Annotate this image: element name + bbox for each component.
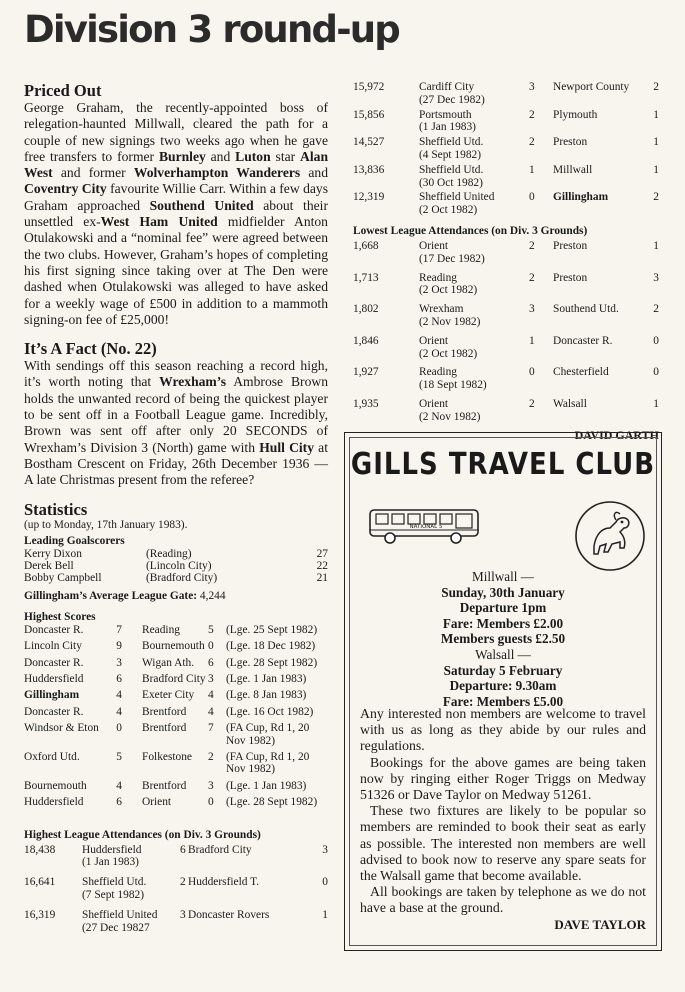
home-score: 4 xyxy=(116,689,122,702)
goalscorer-row xyxy=(24,572,328,584)
bold-name: Hull City xyxy=(259,439,314,455)
home-team: Orient xyxy=(419,334,449,347)
attendance-figure: 13,836 xyxy=(353,163,385,176)
home-team: Windsor & Eton xyxy=(24,722,99,735)
home-team: Huddersfield xyxy=(24,796,84,809)
home-score: 0 xyxy=(116,722,122,735)
home-team-date xyxy=(419,134,519,162)
attendance-row xyxy=(353,162,659,190)
competition: (Lge. 28 Sept 1982) xyxy=(226,796,318,809)
attendance-row xyxy=(353,189,659,217)
home-score: 1 xyxy=(529,334,535,347)
bold-name: Alan West xyxy=(24,148,328,181)
match-date: (27 Dec 19827 xyxy=(82,921,150,934)
home-team: Huddersfield xyxy=(82,843,142,856)
away-score: 0 xyxy=(322,876,328,889)
average-gate xyxy=(24,590,328,603)
away-score: 3 xyxy=(653,271,659,284)
away-score: 2 xyxy=(653,191,659,204)
score-row xyxy=(24,702,328,718)
away-score: 1 xyxy=(653,397,659,410)
home-team-date xyxy=(82,842,170,869)
attendance-figure: 15,972 xyxy=(353,81,385,93)
priced-out-heading: Priced Out xyxy=(24,81,102,100)
home-score: 2 xyxy=(529,136,535,149)
score-row xyxy=(24,718,328,747)
home-score: 6 xyxy=(116,796,122,809)
away-score: 4 xyxy=(208,689,214,702)
away-team: Newport County xyxy=(553,81,630,93)
competition: (Lge. 18 Dec 1982) xyxy=(226,640,316,653)
highest-attendances-table xyxy=(24,842,328,934)
home-score: 3 xyxy=(116,656,122,669)
home-team: Cardiff City xyxy=(419,81,475,93)
lowest-attendances-heading: Lowest League Attendances (on Div. 3 Grounds) xyxy=(353,224,588,237)
travel-club-title: GILLS TRAVEL CLUB xyxy=(350,447,656,483)
home-team: Lincoln City xyxy=(24,640,82,653)
attendance-figure: 1,802 xyxy=(353,303,379,316)
competition: (Lge. 16 Oct 1982) xyxy=(226,705,314,718)
coach-bus-label: NATIONAL 5 xyxy=(409,524,443,530)
attendance-figure: 1,668 xyxy=(353,239,379,252)
home-score: 2 xyxy=(529,239,535,252)
away-score: 1 xyxy=(322,909,328,922)
away-score: 3 xyxy=(208,779,214,792)
bold-name: Coventry City xyxy=(24,181,107,197)
away-team: Reading xyxy=(142,623,180,636)
competition: (Lge. 28 Sept 1982) xyxy=(226,656,318,669)
attendance-figure: 14,527 xyxy=(353,136,385,149)
home-score: 2 xyxy=(529,271,535,284)
bold-name: Wrexham’s xyxy=(159,374,227,390)
attendance-row xyxy=(353,266,659,298)
match-date: (2 Nov 1982) xyxy=(419,410,481,423)
away-team: Huddersfield T. xyxy=(188,876,260,889)
home-team-date xyxy=(419,329,519,361)
home-team-date xyxy=(419,189,519,217)
home-score: 3 xyxy=(529,81,535,93)
attendance-figure: 15,856 xyxy=(353,108,385,121)
attendance-row xyxy=(353,79,659,107)
home-score: 7 xyxy=(116,623,122,636)
home-team: Orient xyxy=(419,239,449,252)
home-score: 4 xyxy=(116,779,122,792)
competition: (Lge. 1 Jan 1983) xyxy=(226,672,307,685)
fixture-line: Members guests £2.50 xyxy=(440,631,566,647)
travel-paragraph: All bookings are taken by telephone as we do not have a base at the ground. xyxy=(360,884,646,916)
fixture-line: Walsall — xyxy=(475,646,531,662)
home-team: Huddersfield xyxy=(24,672,84,685)
player-club: (Bradford City) xyxy=(146,572,218,585)
travel-club-text xyxy=(360,706,646,933)
home-team: Sheffield United xyxy=(82,909,158,922)
travel-paragraph: Bookings for the above games are being taken now by ringing either Roger Triggs on Medway 51326 or Dave Taylor on Medway 51261. xyxy=(360,754,646,803)
match-date: (1 Jan 1983) xyxy=(82,856,139,869)
away-score: 0 xyxy=(208,796,214,809)
home-team: Gillingham xyxy=(24,689,80,702)
away-score: 2 xyxy=(653,303,659,316)
home-team-date xyxy=(419,162,519,190)
highest-attendances-continued-table xyxy=(353,79,659,217)
home-team-date xyxy=(419,392,519,424)
highest-attendances-heading: Highest League Attendances (on Div. 3 Grounds) xyxy=(24,828,261,841)
player-club: (Lincoln City) xyxy=(146,559,212,572)
competition: (Lge. 1 Jan 1983) xyxy=(226,779,307,792)
fixture-line: Millwall — xyxy=(472,569,534,584)
attendance-figure: 1,927 xyxy=(353,366,379,379)
home-team: Sheffield United xyxy=(419,191,495,204)
attendance-row xyxy=(353,238,659,266)
away-score: 1 xyxy=(653,136,659,149)
home-team-date xyxy=(419,266,519,298)
away-score: 0 xyxy=(653,334,659,347)
attendance-row xyxy=(353,360,659,392)
away-score: 3 xyxy=(322,843,328,856)
away-team: Preston xyxy=(553,271,588,284)
match-date: (4 Sept 1982) xyxy=(419,148,482,161)
match-date: (2 Oct 1982) xyxy=(419,347,478,360)
attendance-row xyxy=(24,901,328,934)
competition: (Lge. 8 Jan 1983) xyxy=(226,689,307,702)
score-row xyxy=(24,747,328,776)
score-row xyxy=(24,653,328,669)
home-team: Reading xyxy=(419,366,457,379)
fixture-line: Saturday 5 February xyxy=(443,662,563,678)
home-score: 3 xyxy=(529,303,535,316)
away-team: Plymouth xyxy=(553,108,598,121)
lowest-attendances-table xyxy=(353,238,659,424)
goalscorer-row xyxy=(24,560,328,572)
home-score: 5 xyxy=(116,751,122,763)
bold-name: Wolverhampton Wanderers xyxy=(133,165,301,181)
attendance-figure: 16,319 xyxy=(24,909,56,922)
away-score: 4 xyxy=(208,705,214,718)
away-team: Chesterfield xyxy=(553,366,609,379)
home-score: 4 xyxy=(116,705,122,718)
home-score: 6 xyxy=(116,672,122,685)
goalscorer-row xyxy=(24,548,328,560)
travel-club-inner-frame xyxy=(349,437,657,946)
away-team: Preston xyxy=(553,136,588,149)
away-score: 1 xyxy=(653,108,659,121)
away-team: Bradford City xyxy=(142,672,206,685)
away-score: 1 xyxy=(653,163,659,176)
priced-out-section xyxy=(24,82,328,328)
home-score: 3 xyxy=(180,909,186,922)
bold-name: Burnley xyxy=(158,148,206,164)
fixture-line: Departure: 9.30am xyxy=(449,678,557,694)
goal-count: 22 xyxy=(316,559,328,572)
attendance-figure: 18,438 xyxy=(24,843,56,856)
priced-out-text: George Graham, the recently-appointed boss of relegation-haunted Millwall, cleared the path for a couple of new signings two weeks ago when he gave free transfers to former Burnley and Luton star Alan West and former Wolverhampton Wanderers and Coventry City favourite Willie Carr. Within a few days Graham approached Southend United about their unsettled ex-West Ham United midfielder Anton Otulakowski and a “nominal fee” were agreed between the two clubs. However, Graham’s hopes of completing his first signing since taking over at The Den were dashed when Otulakowski was alleged to have asked for a weekly wage of £500 in addition to a mammoth signing-on fee of £25,000! xyxy=(24,100,329,327)
home-team: Bournemouth xyxy=(24,779,87,792)
home-score: 0 xyxy=(529,191,535,204)
away-team: Brentford xyxy=(142,705,187,718)
competition: (Lge. 25 Sept 1982) xyxy=(226,623,318,636)
fact-heading: It’s A Fact (No. 22) xyxy=(24,339,157,359)
away-score: 0 xyxy=(653,366,659,379)
score-row xyxy=(24,685,328,701)
home-score: 9 xyxy=(116,640,122,653)
attendance-row xyxy=(353,107,659,135)
statistics-subheading: (up to Monday, 17th January 1983). xyxy=(24,518,188,531)
travel-author-signature: DAVE TAYLOR xyxy=(554,916,646,932)
score-row xyxy=(24,636,328,652)
home-score: 2 xyxy=(529,397,535,410)
match-date: (7 Sept 1982) xyxy=(82,888,145,901)
away-team: Wigan Ath. xyxy=(142,656,195,669)
home-team-date xyxy=(82,868,170,901)
match-date: (27 Dec 1982) xyxy=(419,93,485,106)
away-score: 1 xyxy=(653,239,659,252)
home-team-date xyxy=(419,297,519,329)
home-score: 6 xyxy=(180,843,186,856)
player-club: (Reading) xyxy=(146,547,192,560)
attendance-row xyxy=(24,842,328,869)
match-date: (18 Sept 1982) xyxy=(419,379,487,392)
right-column xyxy=(353,79,659,443)
statistics-heading: Statistics xyxy=(24,499,88,519)
match-date: (1 Jan 1983) xyxy=(419,121,476,134)
goal-count: 21 xyxy=(316,572,328,585)
bold-name: Luton xyxy=(235,148,271,164)
fact-text: With sendings off this season reaching a record high, it’s worth noting that Wrexham’s Ambrose Brown holds the unwanted record of being the quickest player to be sent off in a Football League game. Incredibly, Brown was sent off after only 20 SECONDS of Wrexham’s Division 3 (North) game with Hull City at Bostham Crescent on Friday, 26th December 1936 — A late Christmas present from the referee? xyxy=(24,358,328,488)
away-team: Gillingham xyxy=(553,191,609,204)
home-team-date xyxy=(419,107,519,135)
goalscorers-heading: Leading Goalscorers xyxy=(24,534,125,547)
left-column xyxy=(24,82,328,934)
away-team: Millwall xyxy=(553,163,593,176)
statistics-section xyxy=(24,501,328,935)
home-team: Doncaster R. xyxy=(24,623,84,636)
horse-mascot-logo xyxy=(572,498,648,574)
player-name: Kerry Dixon xyxy=(24,547,82,560)
travel-club-box xyxy=(344,432,662,951)
competition: (FA Cup, Rd 1, 20 Nov 1982) xyxy=(226,751,310,776)
match-date: (2 Oct 1982) xyxy=(419,204,478,217)
score-row xyxy=(24,792,328,808)
home-team: Orient xyxy=(419,397,449,410)
fixture-line: Sunday, 30th January xyxy=(441,584,565,600)
away-team: Brentford xyxy=(142,722,187,735)
bold-name: West Ham United xyxy=(100,214,218,230)
travel-fixtures xyxy=(350,569,656,709)
home-team: Doncaster R. xyxy=(24,656,84,669)
attendance-row xyxy=(24,868,328,901)
attendance-row xyxy=(353,329,659,361)
attendance-figure: 1,935 xyxy=(353,397,379,410)
score-row xyxy=(24,669,328,685)
match-date: (2 Nov 1982) xyxy=(419,315,481,328)
away-score: 2 xyxy=(208,751,214,763)
attendance-figure: 1,846 xyxy=(353,334,379,347)
away-score: 3 xyxy=(208,672,214,685)
goal-count: 27 xyxy=(316,547,328,560)
score-row xyxy=(24,776,328,792)
attendance-row xyxy=(353,297,659,329)
away-score: 2 xyxy=(653,81,659,93)
score-row xyxy=(24,624,328,636)
home-team: Sheffield Utd. xyxy=(419,136,484,149)
match-date: (17 Dec 1982) xyxy=(419,252,485,265)
competition: (FA Cup, Rd 1, 20 Nov 1982) xyxy=(226,722,310,747)
average-gate-label: Gillingham’s Average League Gate: xyxy=(24,589,198,602)
attendance-figure: 12,319 xyxy=(353,191,385,204)
home-team: Sheffield Utd. xyxy=(82,876,147,889)
fact-section xyxy=(24,340,328,488)
away-team: Doncaster Rovers xyxy=(188,909,270,922)
away-team: Brentford xyxy=(142,779,187,792)
match-date: (2 Oct 1982) xyxy=(419,284,478,297)
home-team: Doncaster R. xyxy=(24,705,84,718)
away-score: 7 xyxy=(208,722,214,735)
away-team: Doncaster R. xyxy=(553,334,613,347)
home-score: 0 xyxy=(529,366,535,379)
home-team: Reading xyxy=(419,271,457,284)
home-team: Oxford Utd. xyxy=(24,751,80,763)
highest-scores-table xyxy=(24,624,328,809)
home-score: 1 xyxy=(529,163,535,176)
away-team: Exeter City xyxy=(142,689,195,702)
home-team-date xyxy=(82,901,170,934)
average-gate-value: 4,244 xyxy=(199,589,226,602)
home-team-date xyxy=(419,238,519,266)
home-team: Sheffield Utd. xyxy=(419,163,484,176)
away-team: Preston xyxy=(553,239,588,252)
attendance-figure: 1,713 xyxy=(353,271,379,284)
home-score: 2 xyxy=(180,876,186,889)
travel-paragraph: Any interested non members are welcome to travel with us as long as they abide by our rules and regulations. xyxy=(360,706,646,754)
highest-scores-heading: Highest Scores xyxy=(24,610,96,623)
travel-paragraph: These two fixtures are likely to be popular so members are reminded to book their seat as early as possible. The interested non members are well advised to book now to reserve any spare seats for the Walsall game that become available. xyxy=(360,803,646,884)
author-signature: DAVID GARTH xyxy=(574,427,659,442)
fixture-line: Fare: Members £2.00 xyxy=(442,615,564,631)
bold-name: Southend United xyxy=(149,197,254,213)
fixture-line: Departure 1pm xyxy=(459,600,547,616)
page-title: Division 3 round-up xyxy=(24,8,399,51)
away-team: Folkestone xyxy=(142,751,192,763)
player-name: Bobby Campbell xyxy=(24,572,102,585)
home-team-date xyxy=(419,360,519,392)
away-score: 5 xyxy=(208,623,214,636)
coach-bus-icon xyxy=(366,502,486,552)
home-team: Wrexham xyxy=(419,303,464,316)
attendance-row xyxy=(353,392,659,424)
away-team: Bradford City xyxy=(188,843,252,856)
goalscorers-table xyxy=(24,548,328,585)
away-team: Walsall xyxy=(553,397,587,410)
attendance-row xyxy=(353,134,659,162)
away-score: 6 xyxy=(208,656,214,669)
attendance-figure: 16,641 xyxy=(24,876,56,889)
home-score: 2 xyxy=(529,108,535,121)
home-team-date xyxy=(419,79,519,107)
player-name: Derek Bell xyxy=(24,559,74,572)
away-team: Bournemouth xyxy=(142,640,205,653)
away-score: 0 xyxy=(208,640,214,653)
home-team: Portsmouth xyxy=(419,108,472,121)
fixture-line: Fare: Members £5.00 xyxy=(442,693,564,709)
match-date: (30 Oct 1982) xyxy=(419,176,483,189)
away-team: Orient xyxy=(142,796,172,809)
away-team: Southend Utd. xyxy=(553,303,619,316)
